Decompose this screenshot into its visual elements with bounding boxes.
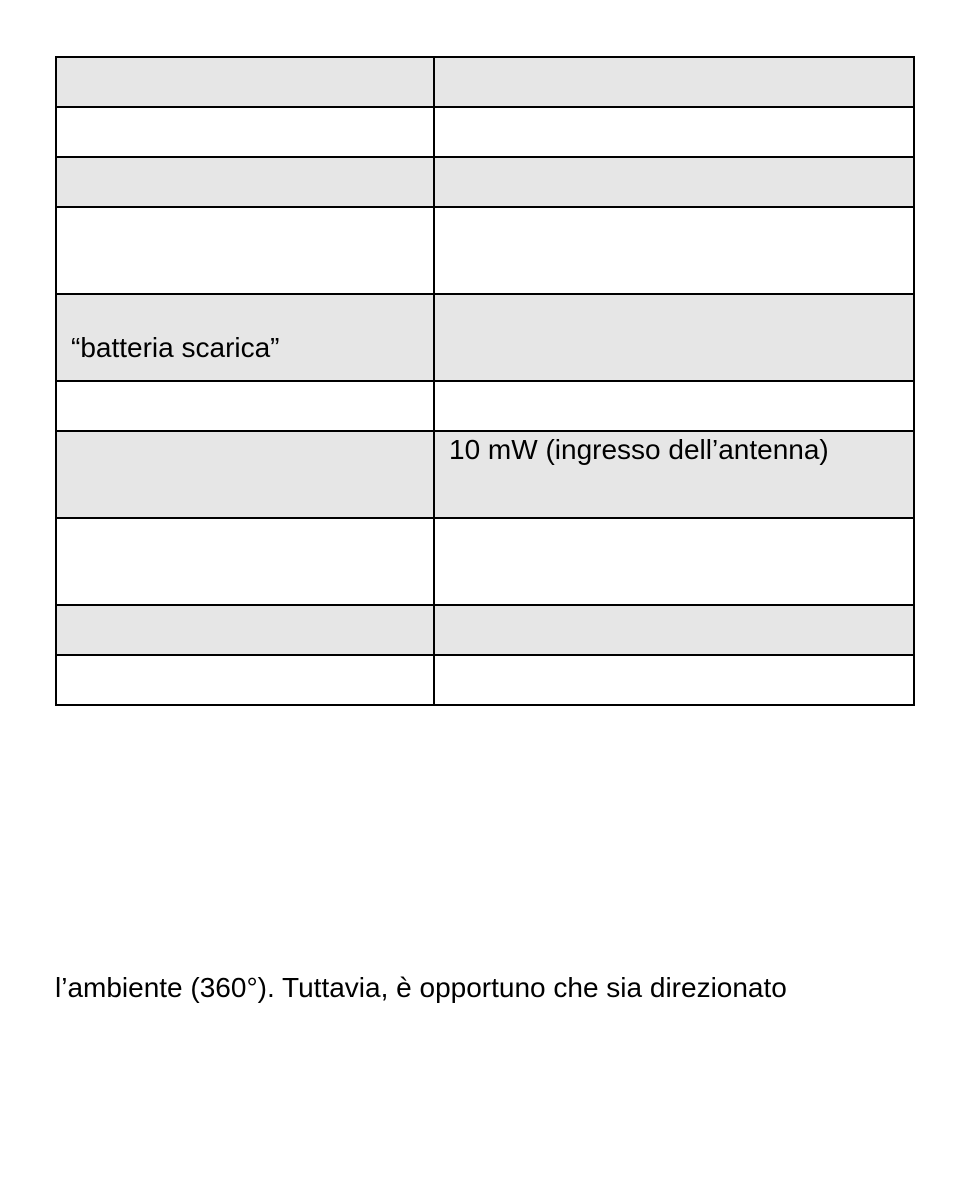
table-cell-value <box>434 57 914 107</box>
table-cell-value: 10 mW (ingresso dell’antenna) <box>434 431 914 518</box>
table-cell-label <box>56 605 434 655</box>
table-cell-label <box>56 157 434 207</box>
table-row <box>56 381 914 431</box>
table-row <box>56 431 914 518</box>
table-row <box>56 107 914 157</box>
table-cell-value <box>434 157 914 207</box>
table-cell-value <box>434 655 914 705</box>
table-row <box>56 605 914 655</box>
body-text-line: l’ambiente (360°). Tuttavia, è opportuno che sia direzionato <box>55 972 787 1003</box>
table-row <box>56 157 914 207</box>
table-cell-label <box>56 107 434 157</box>
table-cell-label <box>56 381 434 431</box>
table-cell-value <box>434 381 914 431</box>
table-cell-value <box>434 207 914 294</box>
table-row <box>56 207 914 294</box>
table-cell-label <box>56 518 434 605</box>
table-cell-value <box>434 518 914 605</box>
table-row <box>56 294 914 381</box>
table-cell-label <box>56 57 434 107</box>
table-cell-value <box>434 107 914 157</box>
table-cell-label <box>56 431 434 518</box>
table-cell-label: “batteria scarica” <box>56 294 434 381</box>
specifications-table <box>55 56 915 706</box>
table-cell-label <box>56 655 434 705</box>
table-row <box>56 57 914 107</box>
table-cell-value <box>434 605 914 655</box>
table-row <box>56 655 914 705</box>
table-cell-label <box>56 207 434 294</box>
table-row <box>56 518 914 605</box>
table-cell-value <box>434 294 914 381</box>
